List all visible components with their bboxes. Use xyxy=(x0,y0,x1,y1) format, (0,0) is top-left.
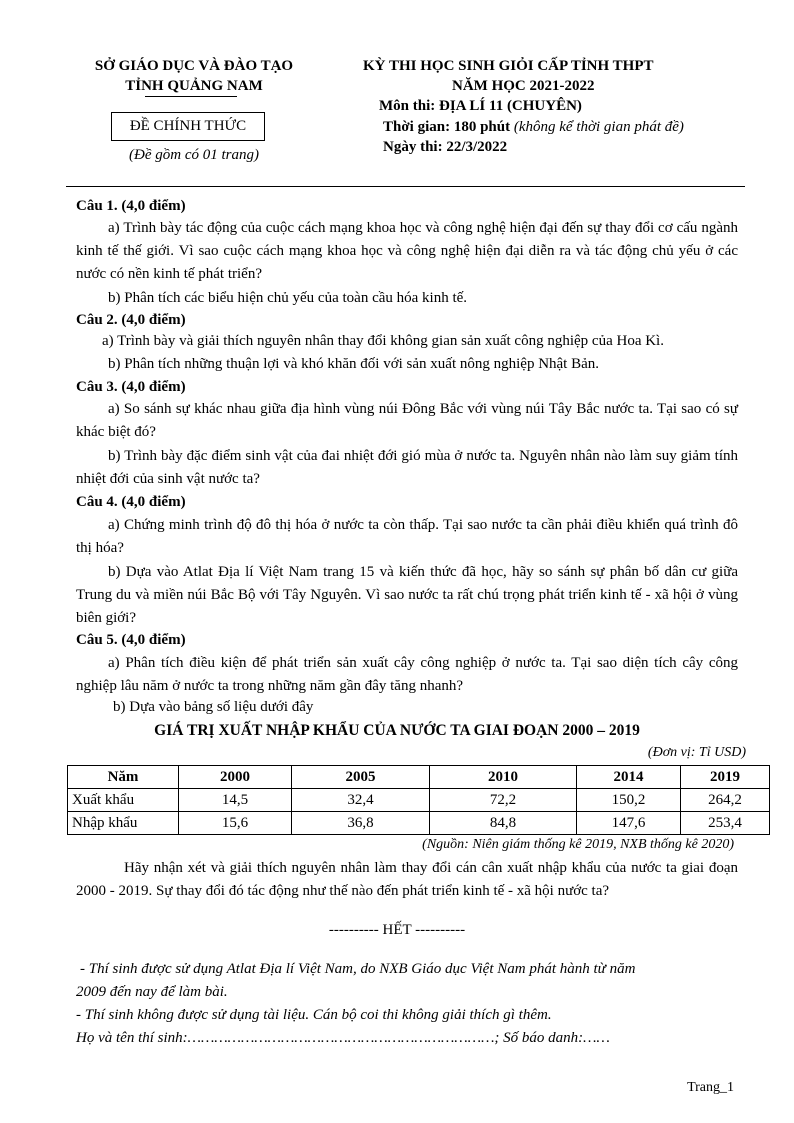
question-5-task-text: Hãy nhận xét và giải thích nguyên nhân làm thay đổi cán cân xuất nhập khẩu của nước ta giai đoạn 2000 - 2019. Sự thay đổi đó tác động như thế nào đến phát triển kinh tế - xã hội nước ta? xyxy=(76,860,738,900)
note-1-line-2: 2009 đến nay để làm bài. xyxy=(76,984,228,1000)
header-underline xyxy=(145,96,237,97)
table-header-cell: 2014 xyxy=(577,766,681,789)
school-year: NĂM HỌC 2021-2022 xyxy=(452,78,595,94)
table-row xyxy=(68,812,770,835)
question-3-part-b-text: b) Trình bày đặc điểm sinh vật của đai nhiệt đới gió mùa ở nước ta. Nguyên nhân nào làm suy giảm tính nhiệt đới của sinh vật nước ta? xyxy=(76,448,738,488)
note-2: - Thí sinh không được sử dụng tài liệu. Cán bộ coi thi không giải thích gì thêm. xyxy=(76,1007,552,1023)
question-1-part-b xyxy=(76,287,738,310)
question-4-part-a xyxy=(76,514,738,560)
question-3-part-a xyxy=(76,398,738,444)
question-2-title: Câu 2. (4,0 điểm) xyxy=(76,312,186,328)
table-unit: (Đơn vị: Tỉ USD) xyxy=(647,745,746,760)
table-cell: Nhập khẩu xyxy=(68,812,179,835)
question-1-part-b-text: b) Phân tích các biểu hiện chủ yếu của toàn cầu hóa kinh tế. xyxy=(108,290,468,306)
question-3-part-b xyxy=(76,445,738,491)
page-count-note: (Đề gồm có 01 trang) xyxy=(129,147,259,163)
question-3-title: Câu 3. (4,0 điểm) xyxy=(76,379,186,395)
question-1-part-a-text: a) Trình bày tác động của cuộc cách mạng khoa học và công nghệ hiện đại đến sự thay đổi cơ cấu ngành kinh tế thế giới. Vì sao cuộc cách mạng khoa học và công nghệ hiện đại diễn ra và tác động chủ yếu ở các nước có nền kinh tế phát triển? xyxy=(76,220,738,283)
exam-date: Ngày thi: 22/3/2022 xyxy=(383,139,508,155)
table-header-cell: 2010 xyxy=(430,766,577,789)
question-4-title: Câu 4. (4,0 điểm) xyxy=(76,494,186,510)
table-cell: 253,4 xyxy=(681,812,770,835)
table-cell: 36,8 xyxy=(292,812,430,835)
question-4-part-b xyxy=(76,561,738,631)
table-title: GIÁ TRỊ XUẤT NHẬP KHẨU CỦA NƯỚC TA GIAI ĐOẠN 2000 – 2019 xyxy=(154,722,640,739)
official-exam-box: ĐỀ CHÍNH THỨC xyxy=(111,112,265,141)
table-header-cell: 2005 xyxy=(292,766,430,789)
exam-subject: Môn thi: ĐỊA LÍ 11 (CHUYÊN) xyxy=(379,98,582,114)
table-cell: 147,6 xyxy=(577,812,681,835)
table-cell: 14,5 xyxy=(179,789,292,812)
table-cell: Xuất khẩu xyxy=(68,789,179,812)
duration-label: Thời gian: 180 phút xyxy=(383,119,511,135)
note-1-line-1: - Thí sinh được sử dụng Atlat Địa lí Việt Nam, do NXB Giáo dục Việt Nam phát hành từ năm xyxy=(80,961,636,977)
province-name: TỈNH QUẢNG NAM xyxy=(125,78,263,94)
question-4-part-a-text: a) Chứng minh trình độ đô thị hóa ở nước ta còn thấp. Tại sao nước ta cần phải điều khiển quá trình đô thị hóa? xyxy=(76,517,738,557)
department-name: SỞ GIÁO DỤC VÀ ĐÀO TẠO xyxy=(94,58,294,74)
table-cell: 15,6 xyxy=(179,812,292,835)
question-5-part-b: b) Dựa vào bảng số liệu dưới đây xyxy=(113,699,314,715)
export-import-table xyxy=(67,765,770,835)
table-cell: 72,2 xyxy=(430,789,577,812)
question-3-part-a-text: a) So sánh sự khác nhau giữa địa hình vùng núi Đông Bắc với vùng núi Tây Bắc nước ta. Tại sao có sự khác biệt đó? xyxy=(76,401,738,441)
question-1-part-a xyxy=(76,217,738,287)
page-number: Trang_1 xyxy=(687,1080,734,1095)
table-cell: 150,2 xyxy=(577,789,681,812)
question-2-part-b: b) Phân tích những thuận lợi và khó khăn đối với sản xuất nông nghiệp Nhật Bản. xyxy=(108,356,600,372)
end-mark: ---------- HẾT ---------- xyxy=(328,922,466,938)
duration-note: (không kể thời gian phát đề) xyxy=(513,119,684,135)
table-row xyxy=(68,789,770,812)
exam-title: KỲ THI HỌC SINH GIỎI CẤP TỈNH THPT xyxy=(363,58,654,74)
table-source: (Nguồn: Niên giám thống kê 2019, NXB thống kê 2020) xyxy=(422,837,734,852)
table-header-cell: 2000 xyxy=(179,766,292,789)
question-5-part-a xyxy=(76,652,738,698)
table-cell: 84,8 xyxy=(430,812,577,835)
question-5-task xyxy=(76,857,738,903)
table-cell: 264,2 xyxy=(681,789,770,812)
table-cell: 32,4 xyxy=(292,789,430,812)
table-header-cell: 2019 xyxy=(681,766,770,789)
exam-duration xyxy=(383,119,684,136)
question-5-part-a-text: a) Phân tích điều kiện để phát triển sản xuất cây công nghiệp ở nước ta. Tại sao diện tích cây công nghiệp lâu năm ở nước ta trong những năm gần đây tăng nhanh? xyxy=(76,655,738,695)
candidate-info-line: Họ và tên thí sinh:……………………………………………………………; Số báo danh:…… xyxy=(76,1030,610,1046)
question-1-title: Câu 1. (4,0 điểm) xyxy=(76,198,186,214)
table-header-row xyxy=(68,766,770,789)
question-5-title: Câu 5. (4,0 điểm) xyxy=(76,632,186,648)
question-2-part-a: a) Trình bày và giải thích nguyên nhân thay đổi không gian sản xuất công nghiệp của Hoa Kì. xyxy=(102,333,664,349)
header-divider xyxy=(66,186,745,187)
table-header-cell: Năm xyxy=(68,766,179,789)
question-4-part-b-text: b) Dựa vào Atlat Địa lí Việt Nam trang 15 và kiến thức đã học, hãy so sánh sự phân bố dân cư giữa Trung du và miền núi Bắc Bộ với Tây Nguyên. Vì sao nước ta rất chú trọng phát triển kinh tế - xã hội ở vùng biên giới? xyxy=(76,564,738,627)
